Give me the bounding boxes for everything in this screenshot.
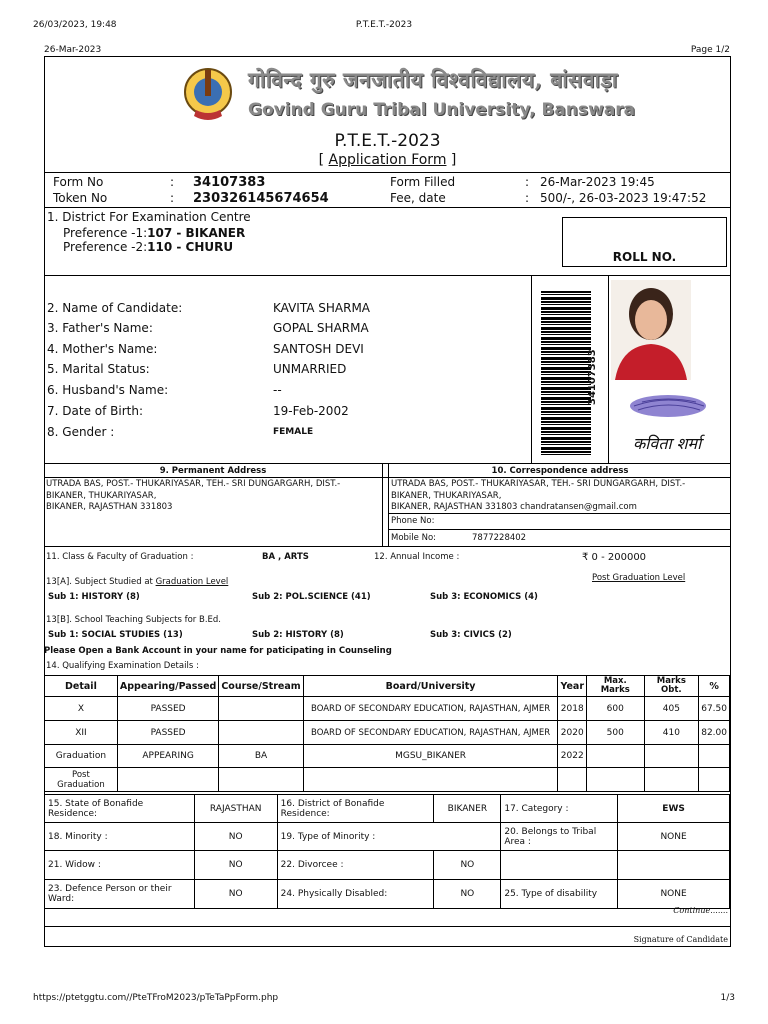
column-header: Max. Marks	[587, 676, 645, 697]
thumb-impression	[628, 392, 712, 420]
category-value: EWS	[618, 795, 730, 823]
subjects-13a-text: 13[A]. Subject Studied at	[46, 577, 153, 587]
table-cell: 2022	[558, 745, 587, 768]
candidate-value: SANTOSH DEVI	[273, 342, 364, 356]
colon: :	[525, 175, 530, 189]
table-cell	[219, 697, 303, 721]
candidate-value: FEMALE	[273, 427, 314, 437]
mobile-label: Mobile No:	[391, 533, 437, 543]
candidate-label: 6. Husband's Name:	[47, 383, 169, 397]
candidate-label: 7. Date of Birth:	[47, 404, 143, 418]
preference-2-label: Preference -2:	[63, 240, 148, 254]
disabled-label: 24. Physically Disabled:	[277, 880, 434, 909]
annual-income-label: 12. Annual Income :	[374, 552, 460, 562]
candidate-label: 3. Father's Name:	[47, 321, 153, 335]
table-cell: PASSED	[117, 697, 218, 721]
phone-label: Phone No:	[391, 516, 435, 526]
table-cell: 600	[587, 697, 645, 721]
roll-no-label: ROLL NO.	[612, 250, 677, 264]
table-cell: XII	[45, 721, 118, 745]
subject-13a: Sub 3: ECONOMICS (4)	[430, 592, 538, 602]
preference-2-value: 110 - CHURU	[147, 240, 234, 254]
column-header: Course/Stream	[219, 676, 303, 697]
form-filled-label: Form Filled	[390, 175, 456, 189]
divorcee-value: NO	[434, 851, 501, 880]
divorcee-label: 22. Divorcee :	[277, 851, 434, 880]
address-line: UTRADA BAS, POST.- THUKARIYASAR, TEH.- SRI DUNGARGARH, DIST.-	[391, 479, 686, 489]
disability-type-label: 25. Type of disability	[501, 880, 618, 909]
table-cell: 2018	[558, 697, 587, 721]
subject-13b: Sub 2: HISTORY (8)	[252, 630, 344, 640]
signature-of-candidate-label: Signature of Candidate	[633, 935, 728, 944]
table-cell	[587, 768, 645, 792]
doc-print-date: 26-Mar-2023	[44, 45, 102, 55]
table-row	[45, 880, 730, 909]
print-title: P.T.E.T.-2023	[355, 20, 413, 30]
permanent-address	[46, 479, 340, 514]
disabled-value: NO	[434, 880, 501, 909]
subject-13b: Sub 1: SOCIAL STUDIES (13)	[48, 630, 183, 640]
subject-13a: Sub 1: HISTORY (8)	[48, 592, 140, 602]
address-line: BIKANER, THUKARIYASAR,	[46, 490, 157, 501]
tribal-area-label: 20. Belongs to Tribal Area :	[501, 823, 618, 851]
table-cell: 500	[587, 721, 645, 745]
empty-cell	[501, 851, 618, 880]
widow-value: NO	[194, 851, 277, 880]
preference-1	[63, 226, 245, 240]
address-line: BIKANER, THUKARIYASAR,	[391, 490, 502, 501]
fee-label: Fee, date	[390, 191, 446, 205]
permanent-address-heading: 9. Permanent Address	[159, 466, 267, 476]
candidate-value: UNMARRIED	[273, 362, 347, 376]
table-cell: BOARD OF SECONDARY EDUCATION, RAJASTHAN, AJMER	[303, 721, 558, 745]
email-value: chandratansen@gmail.com	[520, 502, 637, 512]
table-cell: Graduation	[45, 745, 118, 768]
divider	[44, 275, 731, 276]
candidate-value: KAVITA SHARMA	[273, 301, 371, 315]
table-cell: BA	[219, 745, 303, 768]
fee-value: 500/-, 26-03-2023 19:47:52	[540, 191, 707, 205]
column-header: Marks Obt.	[644, 676, 699, 697]
table-cell: BOARD OF SECONDARY EDUCATION, RAJASTHAN, AJMER	[303, 697, 558, 721]
table-cell: APPEARING	[117, 745, 218, 768]
table-cell	[587, 745, 645, 768]
empty-cell	[618, 851, 730, 880]
colon: :	[525, 191, 530, 205]
mobile-value: 7877228402	[472, 533, 527, 543]
candidate-value: --	[273, 383, 282, 397]
subject-13b: Sub 3: CIVICS (2)	[430, 630, 512, 640]
district-residence-label: 16. District of Bonafide Residence:	[277, 795, 434, 823]
barcode	[541, 291, 591, 455]
minority-type-text: 19. Type of Minority :	[280, 831, 376, 842]
barcode-number: 34107383	[587, 349, 598, 405]
table-cell	[558, 768, 587, 792]
qualifying-exam-table	[44, 675, 730, 792]
university-name-english: Govind Guru Tribal University, Banswara	[248, 100, 636, 120]
bank-account-note: Please Open a Bank Account in your name for paticipating in Counseling	[44, 646, 392, 656]
table-cell: 82.00	[699, 721, 730, 745]
table-cell	[699, 745, 730, 768]
table-row	[45, 745, 730, 768]
divider	[388, 513, 731, 514]
candidate-label: 5. Marital Status:	[47, 362, 150, 376]
print-url: https://ptetggtu.com//PteTFroM2023/pTeTaPpForm.php	[33, 993, 279, 1003]
divider	[531, 275, 532, 463]
widow-label: 21. Widow :	[45, 851, 195, 880]
print-page-count: 1/3	[720, 993, 735, 1003]
print-datetime: 26/03/2023, 19:48	[33, 20, 117, 30]
table-row	[45, 697, 730, 721]
table-cell: 410	[644, 721, 699, 745]
colon: :	[170, 191, 175, 205]
address-line: BIKANER, RAJASTHAN 331803	[46, 502, 173, 512]
token-no-label: Token No	[53, 191, 108, 205]
candidate-photo	[611, 280, 691, 380]
table-cell: MGSU_BIKANER	[303, 745, 558, 768]
correspondence-address-heading: 10. Correspondence address	[491, 466, 629, 476]
divider	[44, 546, 731, 547]
candidate-value: GOPAL SHARMA	[273, 321, 369, 335]
subject-13a: Sub 2: POL.SCIENCE (41)	[252, 592, 371, 602]
category-label: 17. Category :	[501, 795, 618, 823]
table-row	[45, 823, 730, 851]
exam-title: P.T.E.T.-2023	[334, 131, 441, 151]
candidate-label: 8. Gender :	[47, 425, 115, 439]
token-no-value: 230326145674654	[193, 191, 329, 206]
table-cell: Post Graduation	[45, 768, 118, 792]
table-header-row	[45, 676, 730, 697]
column-header: Appearing/Passed	[117, 676, 218, 697]
minority-value: NO	[194, 823, 277, 851]
graduation-class-value: BA , ARTS	[262, 552, 309, 562]
qualifying-exam-label: 14. Qualifying Examination Details :	[46, 661, 199, 671]
university-logo-icon	[180, 62, 236, 126]
form-filled-value: 26-Mar-2023 19:45	[540, 175, 655, 189]
graduation-level-label: Graduation Level	[155, 577, 229, 587]
form-title: Application Form	[328, 152, 447, 168]
table-cell	[644, 745, 699, 768]
divider	[44, 172, 731, 173]
continue-label: Continue.......	[673, 906, 728, 915]
table-cell: 405	[644, 697, 699, 721]
table-cell	[699, 768, 730, 792]
minority-label: 18. Minority :	[45, 823, 195, 851]
divider	[44, 207, 731, 208]
table-row	[45, 721, 730, 745]
form-no-value: 34107383	[193, 175, 266, 190]
post-graduation-level-label: Post Graduation Level	[592, 573, 686, 583]
table-cell: 2020	[558, 721, 587, 745]
doc-page-label: Page 1/2	[690, 45, 730, 55]
divider	[382, 463, 383, 546]
bracket-close: ]	[450, 152, 457, 168]
tribal-area-value: NONE	[618, 823, 730, 851]
state-residence-value: RAJASTHAN	[194, 795, 277, 823]
graduation-class-label: 11. Class & Faculty of Graduation :	[46, 552, 194, 562]
disability-type-value: NONE	[618, 880, 730, 909]
bracket-open: [	[318, 152, 325, 168]
roll-no-box	[562, 217, 727, 267]
table-cell: PASSED	[117, 721, 218, 745]
table-row	[45, 851, 730, 880]
table-cell	[219, 768, 303, 792]
annual-income-value: ₹ 0 - 200000	[582, 552, 647, 563]
preference-2	[63, 240, 233, 254]
column-header: %	[699, 676, 730, 697]
divider	[608, 275, 609, 463]
preference-1-value: 107 - BIKANER	[147, 226, 246, 240]
column-header: Year	[558, 676, 587, 697]
form-no-label: Form No	[53, 175, 104, 189]
colon: :	[170, 175, 175, 189]
column-header: Detail	[45, 676, 118, 697]
correspondence-address	[391, 479, 685, 514]
table-cell	[644, 768, 699, 792]
defence-value: NO	[194, 880, 277, 909]
preference-1-label: Preference -1:	[63, 226, 148, 240]
defence-label: 23. Defence Person or their Ward:	[45, 880, 195, 909]
candidate-signature: कविता शर्मा	[633, 434, 702, 453]
address-line: BIKANER, RAJASTHAN 331803	[391, 502, 518, 512]
university-name-hindi: गोविन्द गुरु जनजातीय विश्वविद्यालय, बांसवाड़ा	[248, 67, 618, 92]
address-line: UTRADA BAS, POST.- THUKARIYASAR, TEH.- SRI DUNGARGARH, DIST.-	[46, 479, 341, 489]
district-residence-value: BIKANER	[434, 795, 501, 823]
form-title-row	[44, 152, 731, 168]
candidate-label: 2. Name of Candidate:	[47, 301, 183, 315]
divider	[388, 529, 731, 530]
candidate-label: 4. Mother's Name:	[47, 342, 158, 356]
minority-type-label	[277, 823, 501, 851]
category-table	[44, 794, 730, 909]
subjects-13a-label	[46, 577, 228, 587]
candidate-value: 19-Feb-2002	[273, 404, 349, 418]
table-cell	[117, 768, 218, 792]
column-header: Board/University	[303, 676, 558, 697]
subjects-13b-label: 13[B]. School Teaching Subjects for B.Ed.	[46, 615, 221, 625]
table-cell: 67.50	[699, 697, 730, 721]
table-row	[45, 795, 730, 823]
table-row	[45, 768, 730, 792]
divider	[44, 926, 731, 927]
table-cell	[303, 768, 558, 792]
table-cell: X	[45, 697, 118, 721]
table-cell	[219, 721, 303, 745]
state-residence-label: 15. State of Bonafide Residence:	[45, 795, 195, 823]
district-heading: 1. District For Examination Centre	[47, 210, 251, 224]
